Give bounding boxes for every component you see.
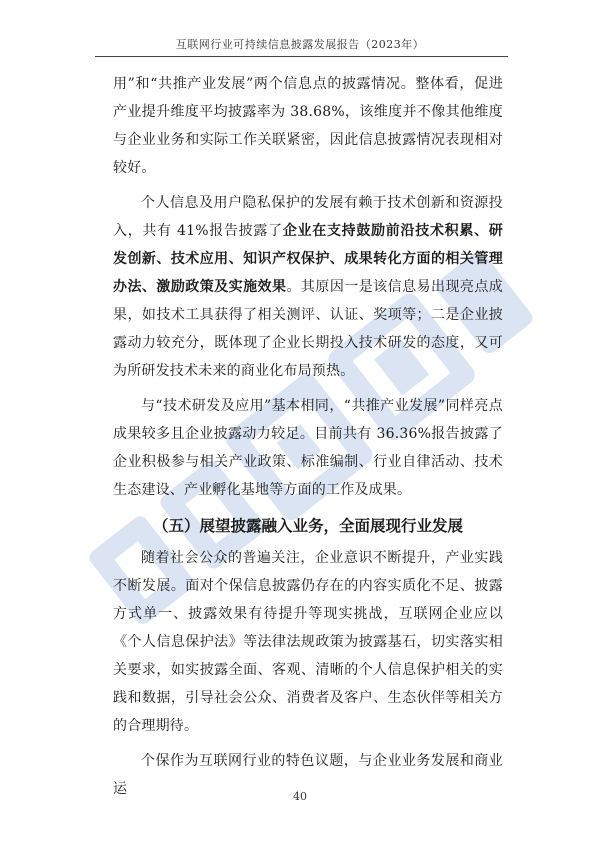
paragraph-industry: 与“技术研发及应用”基本相同，“共推产业发展”同样亮点成果较多且企业披露动力较足。目前共有 36.36%报告披露了企业积极参与相关产业政策、标准编制、行业自律活动、技术生态建设、产业孵化基地等方面的工作及成果。 [113,398,503,498]
section-heading: （五）展望披露融入业务，全面展现行业发展 [152,517,463,535]
paragraph-tech-innovation [113,189,503,385]
paragraph-outlook: 随着社会公众的普遍关注，企业意识不断提升，产业实践不断发展。面对个保信息披露仍存在的内容实质化不足、披露方式单一、披露效果有待提升等现实挑战，互联网企业应以《个人信息保护法》等法律法规政策为披露基石，切实落实相关要求，如实披露全面、客观、清晰的个人信息保护相关的实践和数据，引导社会公众、消费者及客户、生态伙伴等相关方的合理期待。 [113,550,503,734]
page-number: 40 [293,790,307,803]
body-text [113,70,503,803]
paragraph-continuation: 用”和“共推产业发展”两个信息点的披露情况。整体看，促进产业提升维度平均披露率为 38.68%，该维度并不像其他维度与企业业务和实际工作关联紧密，因此信息披露情况表现相对较好。 [113,76,503,176]
paragraph-text: 。其原因一是该信息易出现亮点成果，如技术工具获得了相关测评、认证、奖项等；二是企业披露动力较充分，既体现了企业长期投入技术研发的态度，又可为所研发技术未来的商业化布局预热。 [113,279,504,379]
paragraph-text: 个人信息及用户隐私保护的发展有赖于技术创新和资源投入，共有 41%报告披露了 [113,195,503,239]
paragraph-bold-text: 企业在支持鼓励前沿技术积累、研发创新、技术应用、知识产权保护、成果转化方面的相关管理办法、激励政策及实施效果 [113,223,503,295]
paragraph-final: 个保作为互联网行业的特色议题，与企业业务发展和商业运 [113,753,503,797]
header-divider [95,56,508,57]
running-header: 互联网行业可持续信息披露发展报告（2023年） [175,38,425,51]
